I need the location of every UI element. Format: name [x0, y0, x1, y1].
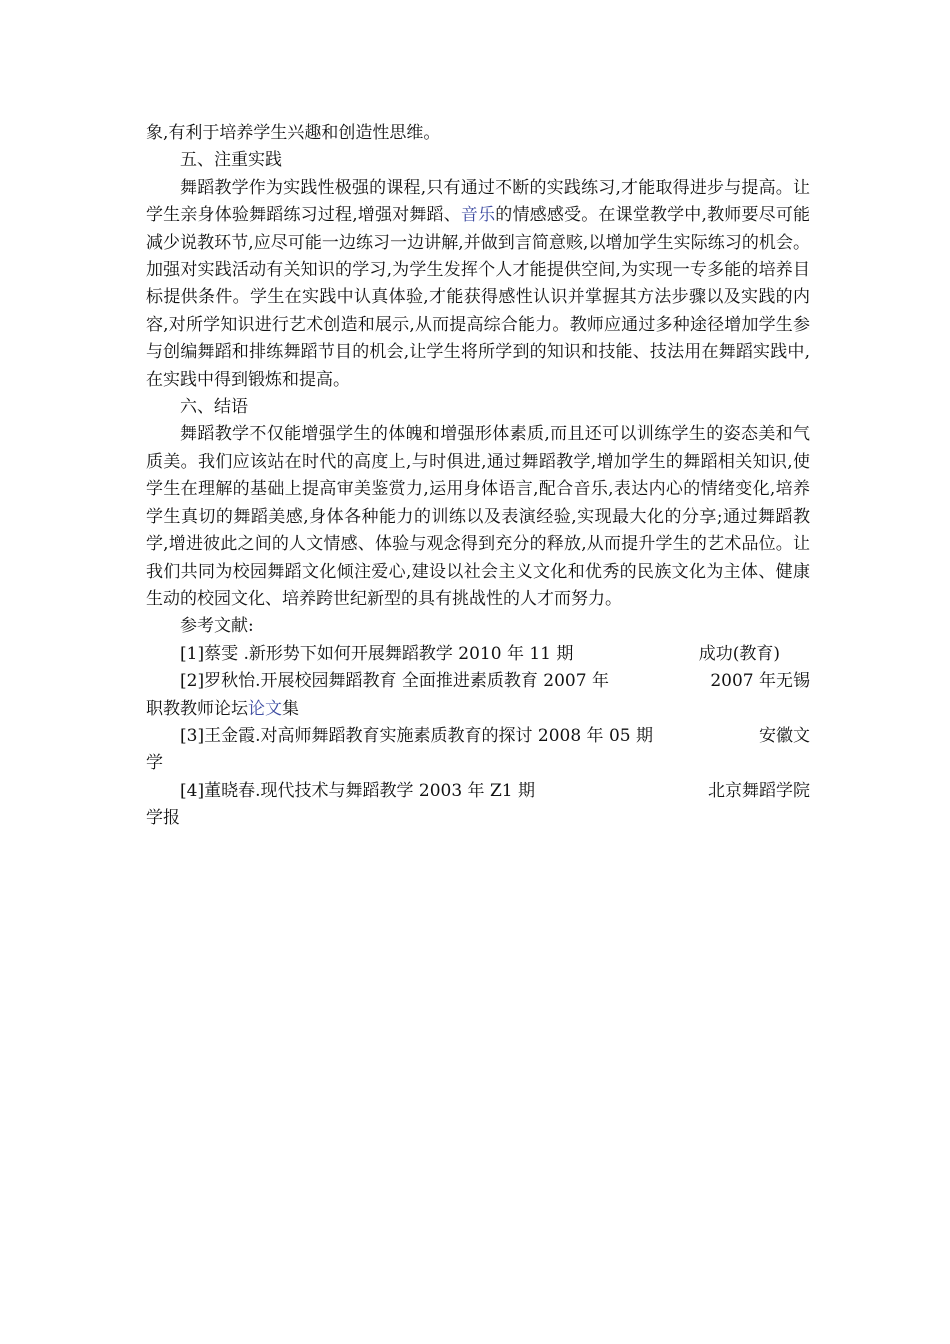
- reference-4-source-line2: 学报: [146, 808, 180, 829]
- reference-4-source-line1: 北京舞蹈学院: [708, 780, 810, 801]
- reference-1-text: [1]蔡雯 .新形势下如何开展舞蹈教学 2010 年 11 期: [180, 643, 574, 664]
- section-5-heading: 五、注重实践: [180, 150, 282, 171]
- reference-item-4-continued: [146, 805, 810, 832]
- thesis-link[interactable]: 论文: [248, 698, 282, 719]
- intro-tail-paragraph: [146, 120, 810, 147]
- reference-item-3-continued: [146, 750, 810, 777]
- references-heading: 参考文献:: [180, 616, 254, 637]
- section-6-text: 舞蹈教学不仅能增强学生的体魄和增强形体素质,而且还可以训练学生的姿态美和气质美。我们应该站在时代的高度上,与时俱进,通过舞蹈教学,增加学生的舞蹈相关知识,使学生在理解的基础上提高审美鉴赏力,运用身体语言,配合音乐,表达内心的情绪变化,培养学生真切的舞蹈美感,身体各种能力的训练以及表演经验,实现最大化的分享;通过舞蹈教学,增进彼此之间的人文情感、体验与观念得到充分的释放,从而提升学生的艺术品位。让我们共同为校园舞蹈文化倾注爱心,建设以社会主义文化和优秀的民族文化为主体、健康生动的校园文化、培养跨世纪新型的具有挑战性的人才而努力。: [146, 424, 810, 609]
- section-5-paragraph: [146, 175, 810, 394]
- reference-1-source: 成功(教育): [698, 643, 780, 664]
- section-6-paragraph: [146, 421, 810, 613]
- reference-item-2: [146, 668, 810, 695]
- reference-4-text: [4]董晓春.现代技术与舞蹈教学 2003 年 Z1 期: [180, 780, 535, 801]
- reference-3-text: [3]王金霞.对高师舞蹈教育实施素质教育的探讨 2008 年 05 期: [180, 725, 653, 746]
- section-5-text-before-link: 舞蹈教学作为实践性极强的课程,只有通过不断的实践练习,才能取得进步与提高。让学生亲身体验舞蹈练习过程,增强对舞蹈、: [146, 177, 810, 226]
- music-link[interactable]: 音乐: [460, 205, 496, 226]
- reference-item-2-continued: 职教教师论坛论文集: [146, 698, 299, 719]
- reference-2-text: [2]罗秋怡.开展校园舞蹈教育 全面推进素质教育 2007 年: [180, 671, 609, 692]
- reference-item-4: [146, 778, 810, 805]
- section-5-text-after-link: 的情感感受。在课堂教学中,教师要尽可能减少说教环节,应尽可能一边练习一边讲解,并做到言简意赅,以增加学生实际练习的机会。加强对实践活动有关知识的学习,为学生发挥个人才能提供空间,为实现一专多能的培养目标提供条件。学生在实践中认真体验,才能获得感性认识并掌握其方法步骤以及实践的内容,对所学知识进行艺术创造和展示,从而提高综合能力。教师应通过多种途径增加学生参与创编舞蹈和排练舞蹈节目的机会,让学生将所学到的知识和技能、技法用在舞蹈实践中,在实践中得到锻炼和提高。: [146, 205, 811, 390]
- reference-3-source-line2: 学: [146, 753, 163, 774]
- reference-2-source-line1: 2007 年无锡: [710, 671, 810, 692]
- reference-item-3: [146, 723, 810, 750]
- reference-3-source-line1: 安徽文: [759, 725, 810, 746]
- intro-tail-text: 象,有利于培养学生兴趣和创造性思维。: [146, 123, 441, 143]
- section-6-heading: 六、结语: [180, 397, 248, 418]
- reference-2-source-line2: 职教教师论坛: [146, 698, 248, 719]
- document-page: [146, 120, 810, 833]
- reference-item-1: [146, 641, 810, 668]
